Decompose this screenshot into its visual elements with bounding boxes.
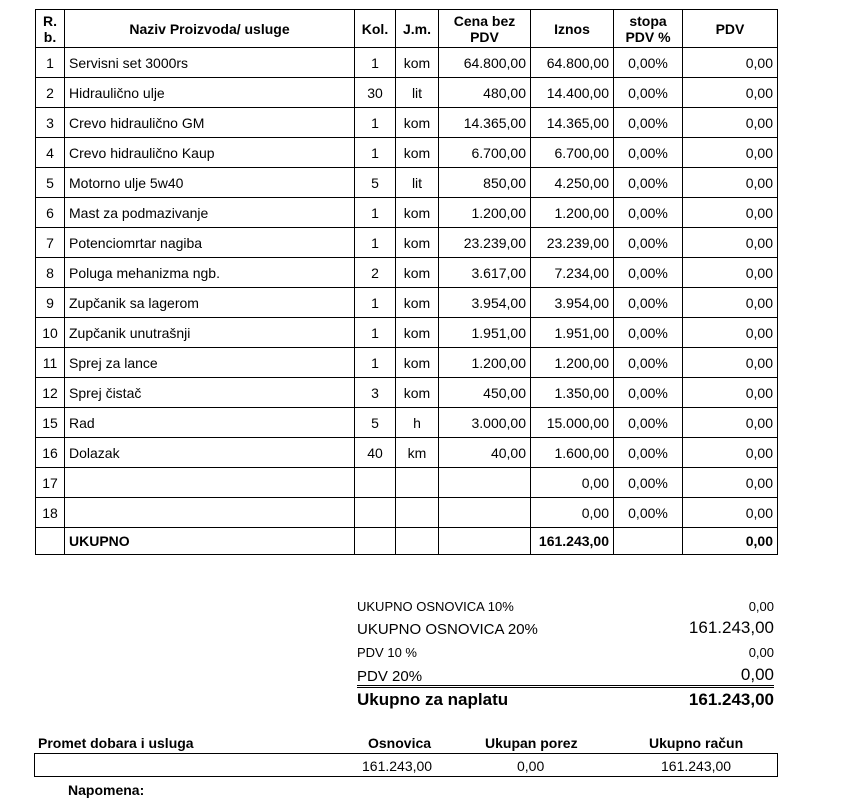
cell-amount: 7.234,00 (531, 258, 614, 288)
cell-unit: kom (396, 318, 439, 348)
cell-vat: 0,00 (683, 408, 778, 438)
cell-price: 1.951,00 (439, 318, 531, 348)
cell-qty: 1 (355, 288, 396, 318)
cell-rate: 0,00% (614, 228, 683, 258)
summary-grand-value: 161.243,00 (688, 690, 774, 709)
cell-name: Motorno ulje 5w40 (65, 168, 355, 198)
cell-amount: 3.954,00 (531, 288, 614, 318)
cell-rate: 0,00% (614, 348, 683, 378)
cell-rb: 12 (36, 378, 65, 408)
table-row (36, 498, 778, 528)
turnover-base: 161.243,00 (362, 758, 433, 774)
summary-base10-value: 0,00 (748, 599, 774, 614)
cell-unit: lit (396, 168, 439, 198)
cell-qty: 30 (355, 78, 396, 108)
cell-price: 3.954,00 (439, 288, 531, 318)
cell-qty: 5 (355, 168, 396, 198)
table-row (36, 48, 778, 78)
cell-rate: 0,00% (614, 198, 683, 228)
cell-rate: 0,00% (614, 498, 683, 528)
cell-amount: 1.200,00 (531, 198, 614, 228)
cell-unit: km (396, 438, 439, 468)
cell-rate: 0,00% (614, 288, 683, 318)
cell-name: Mast za podmazivanje (65, 198, 355, 228)
table-header-row (36, 10, 778, 48)
cell-rate: 0,00% (614, 78, 683, 108)
cell-vat: 0,00 (683, 168, 778, 198)
cell-name: Poluga mehanizma ngb. (65, 258, 355, 288)
cell-amount: 1.350,00 (531, 378, 614, 408)
cell-qty: 1 (355, 228, 396, 258)
header-qty: Kol. (355, 10, 396, 48)
cell-vat: 0,00 (683, 438, 778, 468)
table-row (36, 138, 778, 168)
cell-rate: 0,00% (614, 168, 683, 198)
cell-rb: 16 (36, 438, 65, 468)
cell-qty: 5 (355, 408, 396, 438)
turnover-section (34, 733, 778, 777)
summary-grand-label: Ukupno za naplatu (357, 690, 509, 709)
total-rb (36, 528, 65, 555)
summary-grand-total (357, 687, 774, 710)
cell-unit: kom (396, 198, 439, 228)
header-vat: PDV (683, 10, 778, 48)
summary-base10-label: UKUPNO OSNOVICA 10% (357, 599, 514, 614)
cell-price: 1.200,00 (439, 198, 531, 228)
table-row (36, 228, 778, 258)
summary-base10 (357, 596, 774, 614)
summary-vat20-label: PDV 20% (357, 668, 423, 685)
cell-amount: 1.600,00 (531, 438, 614, 468)
table-row (36, 78, 778, 108)
cell-unit: lit (396, 78, 439, 108)
cell-rate: 0,00% (614, 48, 683, 78)
total-unit (396, 528, 439, 555)
cell-qty (355, 468, 396, 498)
cell-vat: 0,00 (683, 318, 778, 348)
cell-name: Servisni set 3000rs (65, 48, 355, 78)
cell-unit: kom (396, 258, 439, 288)
table-row (36, 168, 778, 198)
summary-vat10-label: PDV 10 % (357, 645, 417, 660)
cell-unit: h (396, 408, 439, 438)
cell-qty: 40 (355, 438, 396, 468)
cell-qty: 2 (355, 258, 396, 288)
total-rate (614, 528, 683, 555)
cell-vat: 0,00 (683, 48, 778, 78)
cell-amount: 14.400,00 (531, 78, 614, 108)
cell-vat: 0,00 (683, 468, 778, 498)
cell-price: 3.000,00 (439, 408, 531, 438)
cell-name (65, 468, 355, 498)
cell-amount: 1.951,00 (531, 318, 614, 348)
summary-base20 (357, 616, 774, 638)
cell-rate: 0,00% (614, 438, 683, 468)
cell-rb: 6 (36, 198, 65, 228)
cell-rate: 0,00% (614, 318, 683, 348)
cell-rb: 3 (36, 108, 65, 138)
cell-unit: kom (396, 108, 439, 138)
summary-vat20-value: 0,00 (740, 665, 774, 684)
turnover-values (34, 753, 778, 777)
cell-qty: 1 (355, 138, 396, 168)
cell-name: Crevo hidraulično Kaup (65, 138, 355, 168)
cell-amount: 0,00 (531, 468, 614, 498)
cell-amount: 6.700,00 (531, 138, 614, 168)
cell-unit: kom (396, 378, 439, 408)
cell-name: Zupčanik sa lagerom (65, 288, 355, 318)
header-price: Cena bez PDV (439, 10, 531, 48)
cell-price (439, 468, 531, 498)
cell-vat: 0,00 (683, 258, 778, 288)
table-row (36, 438, 778, 468)
cell-rb: 5 (36, 168, 65, 198)
total-price (439, 528, 531, 555)
invoice-items-table (35, 9, 778, 555)
cell-rb: 2 (36, 78, 65, 108)
cell-rb: 10 (36, 318, 65, 348)
cell-price: 23.239,00 (439, 228, 531, 258)
cell-unit: kom (396, 228, 439, 258)
cell-amount: 64.800,00 (531, 48, 614, 78)
cell-amount: 23.239,00 (531, 228, 614, 258)
summary-vat20 (357, 662, 774, 686)
cell-vat: 0,00 (683, 288, 778, 318)
total-row (36, 528, 778, 555)
cell-price (439, 498, 531, 528)
cell-name: Rad (65, 408, 355, 438)
summary-vat10 (357, 642, 774, 660)
cell-amount: 4.250,00 (531, 168, 614, 198)
table-row (36, 108, 778, 138)
cell-amount: 1.200,00 (531, 348, 614, 378)
summary-vat10-value: 0,00 (748, 645, 774, 660)
cell-rb: 7 (36, 228, 65, 258)
note-label: Napomena: (68, 782, 145, 798)
cell-unit (396, 498, 439, 528)
turnover-tax: 0,00 (517, 758, 545, 774)
cell-qty: 1 (355, 48, 396, 78)
cell-rate: 0,00% (614, 468, 683, 498)
cell-rb: 4 (36, 138, 65, 168)
cell-rate: 0,00% (614, 258, 683, 288)
cell-name (65, 498, 355, 528)
cell-name: Dolazak (65, 438, 355, 468)
cell-price: 1.200,00 (439, 348, 531, 378)
cell-rb: 8 (36, 258, 65, 288)
cell-rate: 0,00% (614, 108, 683, 138)
cell-price: 850,00 (439, 168, 531, 198)
summary-base20-value: 161.243,00 (688, 618, 774, 637)
cell-price: 450,00 (439, 378, 531, 408)
cell-price: 6.700,00 (439, 138, 531, 168)
header-rate: stopa PDV % (614, 10, 683, 48)
cell-qty: 3 (355, 378, 396, 408)
total-amount: 161.243,00 (531, 528, 614, 555)
cell-rb: 9 (36, 288, 65, 318)
cell-rb: 18 (36, 498, 65, 528)
cell-qty: 1 (355, 318, 396, 348)
cell-unit: kom (396, 48, 439, 78)
table-row (36, 318, 778, 348)
cell-name: Sprej čistač (65, 378, 355, 408)
cell-vat: 0,00 (683, 198, 778, 228)
header-amount: Iznos (531, 10, 614, 48)
cell-qty: 1 (355, 108, 396, 138)
cell-vat: 0,00 (683, 78, 778, 108)
cell-price: 14.365,00 (439, 108, 531, 138)
total-label: UKUPNO (65, 528, 355, 555)
cell-qty: 1 (355, 198, 396, 228)
table-row (36, 198, 778, 228)
table-row (36, 258, 778, 288)
cell-rb: 1 (36, 48, 65, 78)
table-row (36, 288, 778, 318)
table-row (36, 348, 778, 378)
summary-base20-label: UKUPNO OSNOVICA 20% (357, 621, 538, 638)
cell-qty (355, 498, 396, 528)
header-unit: J.m. (396, 10, 439, 48)
cell-price: 40,00 (439, 438, 531, 468)
cell-rate: 0,00% (614, 378, 683, 408)
cell-rb: 15 (36, 408, 65, 438)
header-rb: R. b. (36, 10, 65, 48)
cell-name: Hidraulično ulje (65, 78, 355, 108)
cell-price: 480,00 (439, 78, 531, 108)
cell-price: 3.617,00 (439, 258, 531, 288)
cell-rate: 0,00% (614, 138, 683, 168)
cell-vat: 0,00 (683, 138, 778, 168)
cell-vat: 0,00 (683, 108, 778, 138)
cell-unit (396, 468, 439, 498)
total-qty (355, 528, 396, 555)
cell-vat: 0,00 (683, 228, 778, 258)
cell-amount: 0,00 (531, 498, 614, 528)
cell-vat: 0,00 (683, 348, 778, 378)
cell-unit: kom (396, 138, 439, 168)
table-row (36, 408, 778, 438)
header-name: Naziv Proizvoda/ usluge (65, 10, 355, 48)
cell-price: 64.800,00 (439, 48, 531, 78)
cell-name: Sprej za lance (65, 348, 355, 378)
cell-vat: 0,00 (683, 378, 778, 408)
turnover-title: Promet dobara i usluga (38, 735, 194, 751)
cell-amount: 15.000,00 (531, 408, 614, 438)
turnover-col-tax: Ukupan porez (485, 735, 578, 751)
table-row (36, 468, 778, 498)
cell-unit: kom (396, 348, 439, 378)
cell-unit: kom (396, 288, 439, 318)
turnover-col-total: Ukupno račun (649, 735, 744, 751)
table-row (36, 378, 778, 408)
cell-name: Potenciomrtar nagiba (65, 228, 355, 258)
cell-rate: 0,00% (614, 408, 683, 438)
cell-rb: 17 (36, 468, 65, 498)
cell-name: Crevo hidraulično GM (65, 108, 355, 138)
cell-amount: 14.365,00 (531, 108, 614, 138)
cell-qty: 1 (355, 348, 396, 378)
turnover-col-base: Osnovica (368, 735, 432, 751)
turnover-header (34, 733, 778, 753)
total-vat: 0,00 (683, 528, 778, 555)
cell-vat: 0,00 (683, 498, 778, 528)
cell-rb: 11 (36, 348, 65, 378)
cell-name: Zupčanik unutrašnji (65, 318, 355, 348)
turnover-total: 161.243,00 (661, 758, 732, 774)
